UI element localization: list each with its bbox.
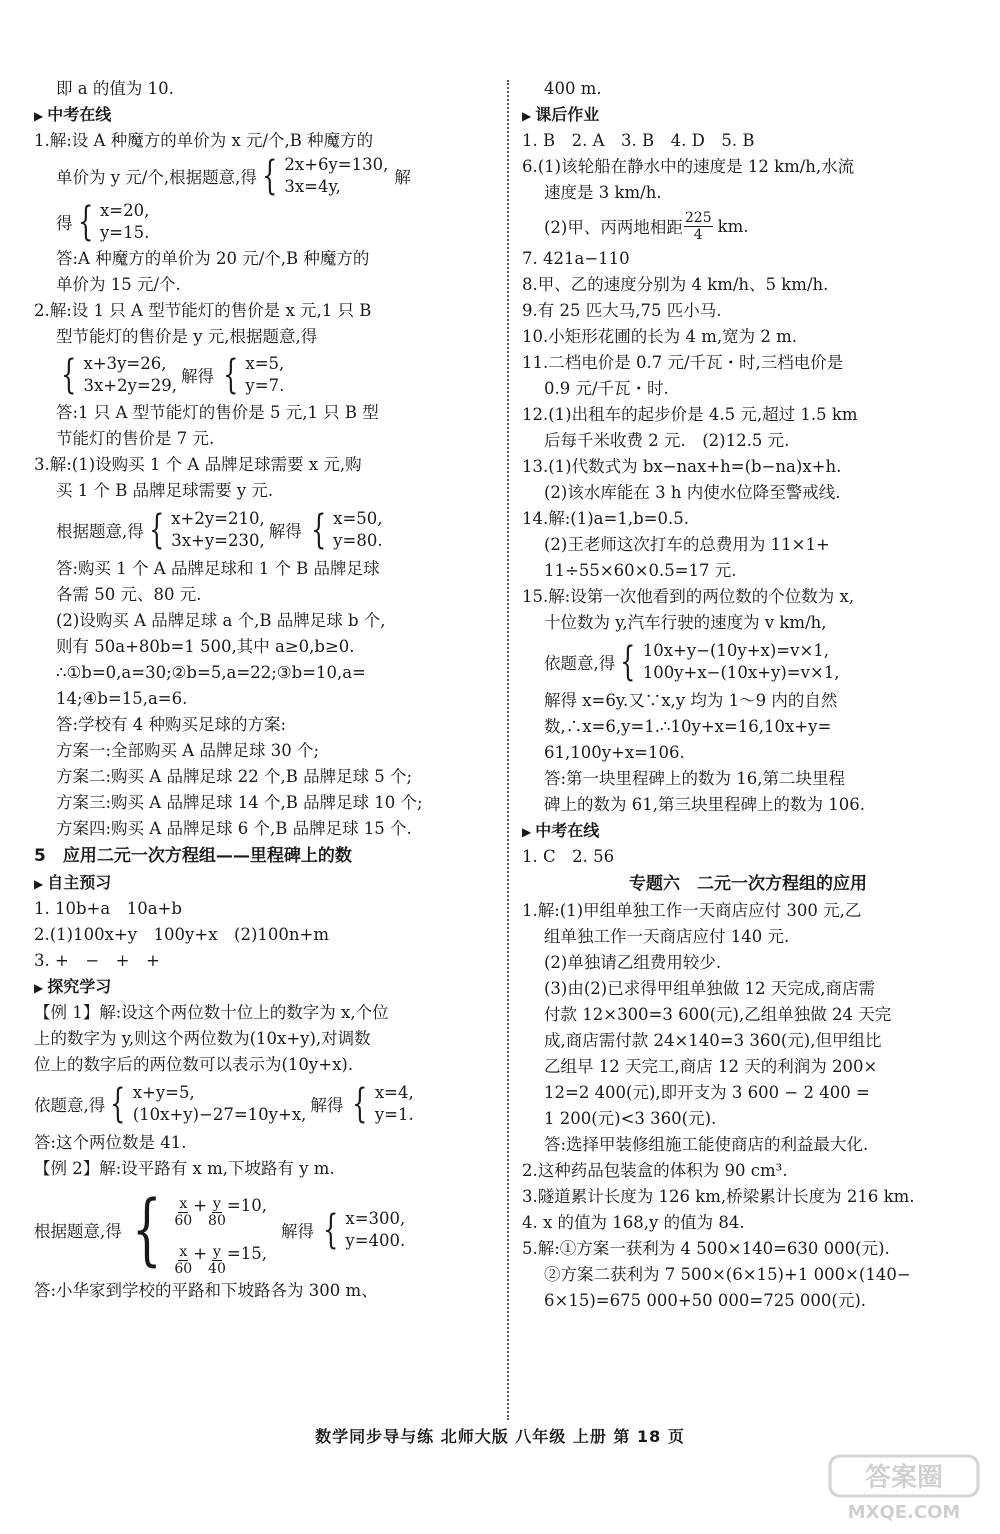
- text-line: 十位数为 y,汽车行驶的速度为 v km/h,: [544, 613, 827, 632]
- denominator: 40: [208, 1260, 226, 1277]
- text-line: 8.甲、乙的速度分别为 4 km/h、5 km/h.: [522, 275, 829, 294]
- section-heading-zhongkao: ▶ 中考在线: [34, 102, 492, 128]
- text-line: 1. B 2. A 3. B 4. D 5. B: [522, 131, 755, 150]
- fraction: [208, 1243, 226, 1277]
- equation: x+2y=210,: [171, 509, 265, 528]
- brace-icon: {: [620, 639, 636, 685]
- equation-block: [34, 504, 492, 556]
- text-line: 方案三:购买 A 品牌足球 14 个,B 品牌足球 10 个;: [56, 793, 423, 812]
- text-line: 答:第一块里程碑上的数为 16,第二块里程: [544, 769, 846, 788]
- denominator: 4: [693, 226, 703, 243]
- text-line: 1. 10b+a 10a+b: [34, 899, 182, 918]
- text-line: 1.解:(1)甲组单独工作一天商店应付 300 元,乙: [522, 901, 862, 920]
- numerator: x: [179, 1243, 188, 1260]
- equation-system: [257, 154, 388, 198]
- text-line: (2)王老师这次打车的总费用为 11×1+: [544, 535, 830, 554]
- equation-block: [34, 1182, 492, 1278]
- text-line: 【例 1】解:设这个两位数十位上的数字为 x,个位: [34, 1003, 389, 1022]
- text-line: 3.解:(1)设购买 1 个 A 品牌足球需要 x 元,购: [34, 455, 362, 474]
- text-line: 答:小华家到学校的平路和下坡路各为 300 m、: [34, 1281, 378, 1300]
- text-run: 得: [56, 214, 73, 233]
- text-line: 即 a 的值为 10.: [56, 79, 174, 98]
- topic-title: 专题六 二元一次方程组的应用: [629, 874, 867, 894]
- solution-system: [318, 1208, 405, 1252]
- text-line: 6×15)=675 000+50 000=725 000(元).: [544, 1291, 867, 1310]
- lesson-title: 5 应用二元一次方程组——里程碑上的数: [34, 846, 352, 866]
- equation-block: [522, 636, 974, 688]
- text-run: km.: [717, 216, 749, 236]
- equation-block: [34, 1078, 492, 1130]
- text-line: 答:购买 1 个 A 品牌足球和 1 个 B 品牌足球: [56, 559, 380, 578]
- text-line: 单价为 15 元/个.: [56, 275, 181, 294]
- numerator: 225: [684, 209, 712, 226]
- text-line: 14;④b=15,a=6.: [56, 689, 188, 708]
- brace-icon: {: [323, 1207, 339, 1253]
- text-run: 根据题意,得: [56, 522, 144, 541]
- watermark-text: 答案圈: [864, 1463, 944, 1493]
- text-line: 买 1 个 B 品牌足球需要 y 元.: [56, 481, 274, 500]
- numerator: y: [213, 1243, 221, 1260]
- text-line: (2)设购买 A 品牌足球 a 个,B 品牌足球 b 个,: [56, 611, 386, 630]
- equation-block: [34, 154, 492, 198]
- text-line: 12.(1)出租车的起步价是 4.5 元,超过 1.5 km: [522, 405, 858, 424]
- equation: 10x+y−(10y+x)=v×1,: [642, 641, 830, 660]
- equation: x=300,: [345, 1209, 406, 1228]
- text-line: ∴①b=0,a=30;②b=5,a=22;③b=10,a=: [56, 663, 366, 682]
- brace-icon: {: [61, 352, 77, 398]
- brace-icon: {: [352, 1081, 368, 1127]
- text-line: 5.解:①方案一获利为 4 500×140=630 000(元).: [522, 1239, 890, 1258]
- text-run: 单价为 y 元/个,根据题意,得: [56, 168, 257, 187]
- equation-system: [105, 1082, 306, 1126]
- equation: x=4,: [374, 1083, 414, 1102]
- text-line: 答:学校有 4 种购买足球的方案:: [56, 715, 287, 734]
- text-line: 2.(1)100x+y 100y+x (2)100n+m: [34, 925, 329, 944]
- solution-system: [73, 200, 150, 244]
- equation-rhs: =15,: [226, 1244, 267, 1263]
- brace-icon: {: [148, 507, 165, 553]
- equation-block: [34, 350, 492, 400]
- text-line: 乙组早 12 天完工,商店 12 天的利润为 200×: [544, 1057, 878, 1076]
- text-line: 方案四:购买 A 品牌足球 6 个,B 品牌足球 15 个.: [56, 819, 412, 838]
- section-heading-preview: ▶ 自主预习: [34, 870, 492, 896]
- section-heading-zhongkao: ▶ 中考在线: [522, 818, 974, 844]
- equation-system: [56, 353, 177, 397]
- text-line: ②方案二获利为 7 500×(6×15)+1 000×(140−: [544, 1265, 911, 1284]
- text-line: 11÷55×60×0.5=17 元.: [544, 561, 737, 580]
- solution-system: [218, 353, 284, 397]
- denominator: 60: [174, 1212, 193, 1229]
- text-line: 2.解:设 1 只 A 型节能灯的售价是 x 元,1 只 B: [34, 301, 372, 320]
- text-line: 15.解:设第一次他看到的两位数的个位数为 x,: [522, 587, 855, 606]
- text-line: 7. 421a−110: [522, 249, 630, 268]
- numerator: x: [179, 1195, 188, 1212]
- equation: x+3y=26,: [83, 354, 167, 373]
- fraction-line: [522, 206, 974, 246]
- text-line: 9.有 25 匹大马,75 匹小马.: [522, 301, 722, 320]
- equation: y=1.: [374, 1105, 414, 1124]
- brace-icon: {: [223, 352, 239, 398]
- equation: y=80.: [333, 531, 383, 550]
- text-line: 后每千米收费 2 元. (2)12.5 元.: [544, 431, 790, 450]
- fraction: [174, 1243, 193, 1277]
- text-line: 400 m.: [544, 79, 602, 98]
- equation: $\frac{x}{60}$ + $\frac{y}{80}$ =10,: [174, 1195, 267, 1229]
- text-line: 组单独工作一天商店应付 140 元.: [544, 927, 790, 946]
- brace-icon: {: [261, 153, 278, 199]
- watermark-logo: [824, 1452, 984, 1524]
- text-line: 上的数字为 y,则这个两位数为(10x+y),对调数: [34, 1029, 371, 1048]
- text-line: 1 200(元)<3 360(元).: [544, 1109, 717, 1128]
- text-line: 则有 50a+80b=1 500,其中 a≥0,b≥0.: [56, 637, 355, 656]
- text-line: 答:选择甲装修组施工能使商店的利益最大化.: [544, 1135, 869, 1154]
- text-line: 方案一:全部购买 A 品牌足球 30 个;: [56, 741, 320, 760]
- text-line: 型节能灯的售价是 y 元,根据题意,得: [56, 327, 318, 346]
- text-line: 3. + − + +: [34, 951, 160, 970]
- equation-system: [122, 1185, 267, 1277]
- text-line: 1. C 2. 56: [522, 847, 615, 866]
- brace-icon: {: [77, 199, 93, 245]
- text-line: 11.二档电价是 0.7 元/千瓦・时,三档电价是: [522, 353, 844, 372]
- brace-icon: {: [110, 1081, 126, 1127]
- equation-system: [144, 508, 265, 552]
- text-line: 3.隧道累计长度为 126 km,桥梁累计长度为 216 km.: [522, 1187, 915, 1206]
- text-line: 答:A 种魔方的单价为 20 元/个,B 种魔方的: [56, 249, 370, 268]
- fraction: [684, 210, 713, 243]
- brace-icon: {: [131, 1185, 162, 1275]
- text-line: (2)单独请乙组费用较少.: [544, 953, 722, 972]
- equation: x=50,: [333, 509, 383, 528]
- equation: 3x=4y,: [284, 177, 341, 196]
- text-run: 依题意,得: [544, 654, 616, 673]
- solution-system: [306, 508, 383, 552]
- text-run: (2)甲、丙两地相距: [544, 218, 683, 237]
- brace-icon: {: [310, 507, 327, 553]
- text-line: 6.(1)该轮船在静水中的速度是 12 km/h,水流: [522, 157, 855, 176]
- equation-rhs: =10,: [226, 1196, 267, 1215]
- text-run: 解得: [268, 522, 302, 541]
- denominator: 80: [208, 1212, 226, 1229]
- text-line: 节能灯的售价是 7 元.: [56, 429, 215, 448]
- equation: (10x+y)−27=10y+x,: [132, 1105, 307, 1124]
- numerator: y: [213, 1195, 221, 1212]
- text-line: 12=2 400(元),即开支为 3 600 − 2 400 =: [544, 1083, 870, 1102]
- equation: y=15.: [99, 223, 150, 242]
- text-run: 解得: [180, 367, 214, 386]
- equation: 3x+y=230,: [171, 531, 265, 550]
- equation: 2x+6y=130,: [284, 155, 389, 174]
- text-line: 解得 x=6y.又∵x,y 均为 1～9 内的自然: [544, 691, 838, 710]
- text-line: 速度是 3 km/h.: [544, 183, 662, 202]
- equation: y=400.: [345, 1231, 406, 1250]
- section-heading-explore: ▶ 探究学习: [34, 974, 492, 1000]
- right-column: [522, 76, 974, 1314]
- text-line: 0.9 元/千瓦・时.: [544, 379, 669, 398]
- text-line: 61,100y+x=106.: [544, 743, 685, 762]
- fraction: [174, 1195, 193, 1229]
- text-line: 14.解:(1)a=1,b=0.5.: [522, 509, 689, 528]
- text-line: 各需 50 元、80 元.: [56, 585, 202, 604]
- page-footer: 数学同步导与练 北师大版 八年级 上册 第 18 页: [315, 1427, 685, 1446]
- equation: y=7.: [245, 376, 285, 395]
- text-line: 4. x 的值为 168,y 的值为 84.: [522, 1213, 745, 1232]
- equation: $\frac{x}{60}$ + $\frac{y}{40}$ =15,: [174, 1243, 267, 1277]
- text-line: 位上的数字后的两位数可以表示为(10y+x).: [34, 1055, 354, 1074]
- text-line: 答:1 只 A 型节能灯的售价是 5 元,1 只 B 型: [56, 403, 379, 422]
- text-line: 10.小矩形花圃的长为 4 m,宽为 2 m.: [522, 327, 797, 346]
- equation: x=20,: [99, 201, 150, 220]
- equation: 3x+2y=29,: [83, 376, 177, 395]
- text-line: (3)由(2)已求得甲组单独做 12 天完成,商店需: [544, 979, 875, 998]
- text-run: 解得: [310, 1096, 344, 1115]
- text-line: 成,商店需付款 24×140=3 360(元),但甲组比: [544, 1031, 882, 1050]
- solution-block: [34, 198, 492, 246]
- text-line: 数,∴x=6,y=1.∴10y+x=16,10x+y=: [544, 717, 832, 736]
- left-column: [34, 76, 492, 1304]
- text-run: 根据题意,得: [34, 1222, 122, 1241]
- text-line: 1.解:设 A 种魔方的单价为 x 元/个,B 种魔方的: [34, 131, 374, 150]
- equation: 100y+x−(10x+y)=v×1,: [642, 663, 840, 682]
- solution-system: [347, 1082, 413, 1126]
- text-line: 13.(1)代数式为 bx−nax+h=(b−na)x+h.: [522, 457, 842, 476]
- text-line: 碑上的数为 61,第三块里程碑上的数为 106.: [544, 795, 865, 814]
- text-line: 答:这个两位数是 41.: [34, 1133, 187, 1152]
- denominator: 60: [174, 1260, 193, 1277]
- text-line: 【例 2】解:设平路有 x m,下坡路有 y m.: [34, 1159, 335, 1178]
- fraction: [208, 1195, 226, 1229]
- text-line: 2.这种药品包装盒的体积为 90 cm³.: [522, 1161, 788, 1180]
- text-run: 解: [394, 168, 411, 187]
- equation-system: [615, 640, 839, 684]
- text-run: 解得: [280, 1222, 314, 1241]
- equation: x=5,: [245, 354, 285, 373]
- text-line: 付款 12×300=3 600(元),乙组单独做 24 天完: [544, 1005, 892, 1024]
- section-heading-homework: ▶ 课后作业: [522, 102, 974, 128]
- text-run: 依题意,得: [34, 1096, 106, 1115]
- column-divider: [507, 80, 509, 1420]
- text-line: (2)该水库能在 3 h 内使水位降至警戒线.: [544, 483, 841, 502]
- watermark-url: MXQE.COM: [847, 1502, 961, 1523]
- equation: x+y=5,: [132, 1083, 195, 1102]
- text-line: 方案二:购买 A 品牌足球 22 个,B 品牌足球 5 个;: [56, 767, 413, 786]
